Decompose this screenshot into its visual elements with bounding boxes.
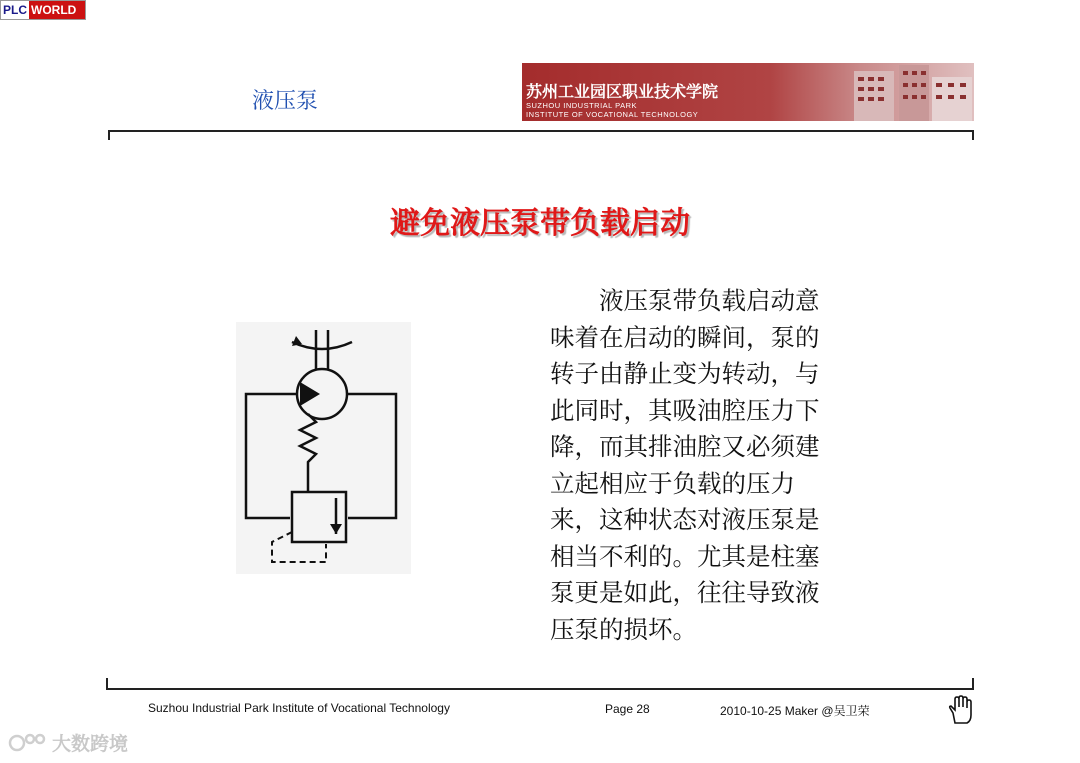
hydraulic-pump-symbol-icon (236, 322, 411, 574)
footer-rule (106, 688, 974, 690)
footer-rule-left-tick (106, 678, 108, 688)
hand-pointer-icon[interactable] (947, 695, 975, 725)
body-line: 液压泵带负载启动意 (550, 286, 820, 315)
watermark (8, 729, 128, 756)
body-line: 立起相应于负载的压力 (550, 468, 795, 498)
footer-rule-right-tick (972, 678, 974, 688)
header-rule-right-tick (972, 130, 974, 140)
hydraulic-pump-diagram (236, 322, 411, 574)
body-line: 相当不利的。尤其是柱塞 (550, 541, 820, 571)
banner-english-name (526, 101, 698, 119)
body-line: 此同时，其吸油腔压力下 (550, 395, 820, 425)
logo-world-text: WORLD (29, 1, 85, 19)
banner-english-line2: INSTITUTE OF VOCATIONAL TECHNOLOGY (526, 110, 699, 119)
slide-heading: 避免液压泵带负载启动 (390, 206, 690, 241)
footer-page-number: Page 28 (605, 702, 650, 716)
body-line: 味着在启动的瞬间，泵的 (550, 322, 820, 352)
body-line: 来，这种状态对液压泵是 (550, 505, 820, 534)
footer-date-maker: 2010-10-25 Maker @吴卫荣 (720, 704, 870, 718)
body-line: 转子由静止变为转动，与 (550, 359, 820, 388)
body-line: 降，而其排油腔又必须建 (550, 432, 820, 461)
header-rule (108, 130, 974, 132)
banner-school-name: 苏州工业园区职业技术学院 (526, 82, 719, 101)
body-line: 泵更是如此，往往导致液 (550, 578, 820, 607)
watermark-text: 大数跨境 (52, 733, 129, 755)
school-banner (522, 63, 974, 121)
logo-plc-text: PLC (3, 3, 27, 17)
header-rule-left-tick (108, 130, 110, 140)
building-image-icon (844, 63, 974, 121)
banner-english-line1: SUZHOU INDUSTRIAL PARK (526, 101, 638, 110)
watermark-logo-icon (8, 731, 48, 755)
body-line: 压泵的损坏。 (550, 614, 697, 644)
plc-world-logo (0, 0, 86, 20)
slide-body-text (550, 283, 890, 648)
footer-organization: Suzhou Industrial Park Institute of Vocational Technology (148, 701, 450, 715)
section-title: 液压泵 (252, 89, 319, 114)
